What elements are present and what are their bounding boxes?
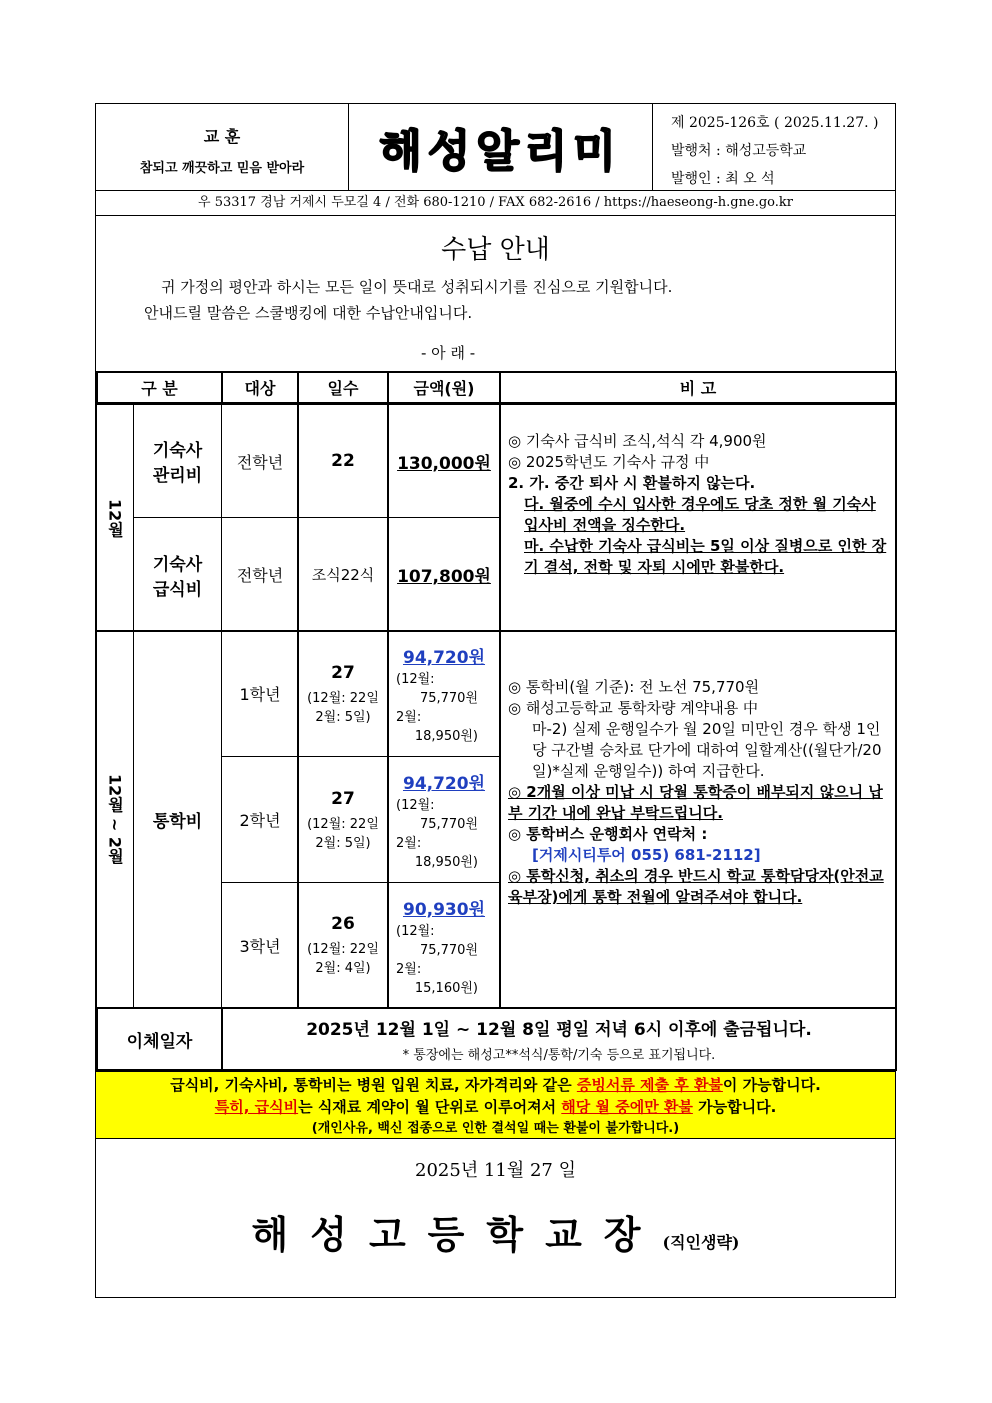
issue-date: 2025년 11월 27 일 — [415, 1160, 576, 1181]
transfer-text: 2025년 12월 1일 ~ 12월 8일 평일 저녁 6시 이후에 출금됩니다. — [306, 1020, 812, 1040]
section-marker: - 아 래 - — [421, 344, 476, 362]
header-days: 일수 — [297, 371, 389, 404]
motto-title: 교 훈 — [203, 127, 241, 146]
dorm-notes: ◎ 기숙사 급식비 조식,석식 각 4,900원 ◎ 2025학년도 기숙사 규정 中 2. 가. 중간 퇴사 시 환불하지 않는다. 다. 월중에 수시 입사한 경우에도 당초 정한 월 기숙사 입사비 전액을 징수한다. 마. 수납한 기숙사 급식비는 5일 이상 질병으로 인한 장기 결석, 전학 및 자퇴 시에만 환불한다. — [508, 432, 887, 576]
bus-name: 통학비 — [133, 630, 222, 1008]
bus-row-days: 27 (12월: 22일 2월: 5일) — [297, 630, 389, 757]
header — [96, 104, 895, 191]
document-frame — [95, 103, 896, 1298]
bus-row-target: 2학년 — [221, 756, 299, 883]
header-target: 대상 — [221, 371, 299, 404]
page-title: 수납 안내 — [441, 235, 550, 265]
issuer: 발행인 : 최 오 석 — [671, 171, 775, 187]
dorm-month: 12월 — [96, 404, 134, 632]
refund-notice: 급식비, 기숙사비, 통학비는 병원 입원 치료, 자가격리와 같은 증빙서류 제출 후 환불이 가능합니다. 특히, 급식비는 식재료 계약이 월 단위로 이루어져서 해당 월 중에만 환불 가능합니다. (개인사유, 백신 접종으로 인한 결석일 때는 환불이 불가합니다.) — [96, 1071, 895, 1139]
header-remarks: 비 고 — [499, 371, 897, 404]
bus-row-target: 1학년 — [221, 630, 299, 757]
header-amount: 금액(원) — [387, 371, 501, 404]
publisher: 발행처 : 해성고등학교 — [671, 143, 807, 159]
issue-number: 제 2025-126호 ( 2025.11.27. ) — [671, 115, 879, 131]
header-category: 구 분 — [96, 371, 223, 404]
greeting-line: 귀 가정의 평안과 하시는 모든 일이 뜻대로 성취되시기를 진심으로 기원합니다. — [161, 278, 673, 296]
school-address: 우 53317 경남 거제시 두모길 4 / 전화 680-1210 / FAX 682-2616 / https://haeseong-h.gne.go.kr — [96, 190, 895, 216]
principal-signature: 해성고등학교장(직인생략) — [251, 1212, 740, 1257]
newsletter-logo: 해성알리미 — [349, 104, 653, 190]
bus-row-amount: 94,720원 (12월: 75,770원 2월: 18,950원) — [387, 630, 501, 757]
dorm-row-amount: 130,000원 — [387, 404, 501, 518]
dorm-row-days: 22 — [297, 404, 389, 518]
dorm-row-name: 기숙사 급식비 — [133, 517, 222, 632]
dorm-row-target: 전학년 — [221, 517, 299, 632]
bus-row-amount: 94,720원 (12월: 75,770원 2월: 18,950원) — [387, 756, 501, 883]
transfer-note: * 통장에는 해성고**석식/통학/기숙 등으로 표기됩니다. — [402, 1048, 716, 1063]
bus-notes: ◎ 통학비(월 기준): 전 노선 75,770원 ◎ 해성고등학교 통학차량 계약내용 中 마-2) 실제 운행일수가 월 20일 미만인 경우 학생 1인당 구간별 승차료 단가에 대하여 일할계산((월단가/20일)*실제 운행일수)) 하여 지급한다. ◎ 2개월 이상 미납 시 당월 통학증이 배부되지 않으니 납부 기간 내에 완납 부탁드립니다. ◎ 통학버스 운행회사 연락처 : [거제시티투어 055) 681-2112] ◎ 통학신청, 취소의 경우 반드시 학교 통학담당자(안전교육부장)에게 통학 전월에 알려주셔야 합니다. — [508, 678, 884, 906]
greeting-line: 안내드릴 말씀은 스쿨뱅킹에 대한 수납안내입니다. — [144, 304, 473, 322]
dorm-row-days: 조식22식 — [297, 517, 389, 632]
transfer-label: 이체일자 — [96, 1007, 223, 1071]
bus-row-days: 27 (12월: 22일 2월: 5일) — [297, 756, 389, 883]
payment-table — [96, 371, 897, 1139]
motto-text: 참되고 깨끗하고 믿음 받아라 — [139, 161, 305, 176]
dorm-row-amount: 107,800원 — [387, 517, 501, 632]
dorm-row-target: 전학년 — [221, 404, 299, 518]
motto-box — [96, 104, 349, 190]
transfer-cell — [221, 1007, 897, 1071]
bus-row-amount: 90,930원 (12월: 75,770원 2월: 15,160원) — [387, 882, 501, 1008]
bus-row-target: 3학년 — [221, 882, 299, 1008]
publisher-info — [653, 104, 895, 190]
dorm-row-name: 기숙사 관리비 — [133, 404, 222, 518]
bus-row-days: 26 (12월: 22일 2월: 4일) — [297, 882, 389, 1008]
bus-month: 12월 ~ 2월 — [96, 630, 134, 1008]
